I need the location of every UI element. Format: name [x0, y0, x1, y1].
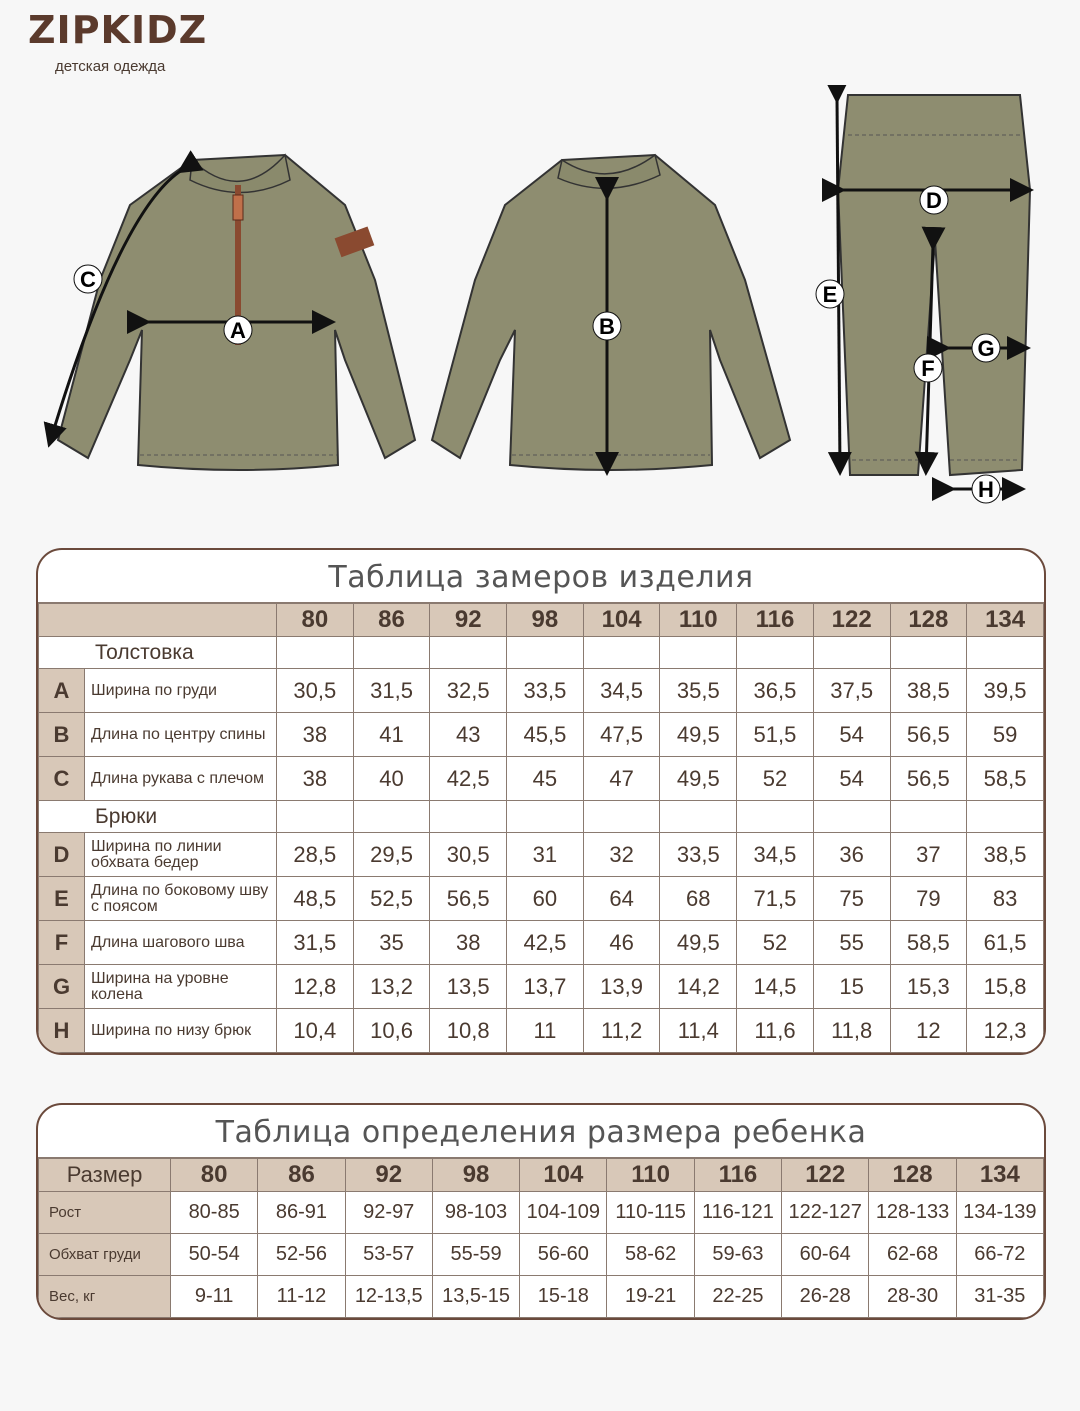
measurement-row [39, 877, 1044, 921]
measurement-value: 41 [353, 713, 430, 757]
child-size-row [39, 1276, 1044, 1318]
measurement-value: 13,7 [507, 965, 584, 1009]
size-header-cell: 110 [607, 1159, 694, 1192]
empty-cell [813, 637, 890, 669]
measurement-value: 55 [813, 921, 890, 965]
measurement-value: 12 [890, 1009, 967, 1053]
measurement-value: 15,8 [967, 965, 1044, 1009]
empty-cell [583, 801, 660, 833]
measurement-value: 11,8 [813, 1009, 890, 1053]
measurement-value: 12,3 [967, 1009, 1044, 1053]
label-a [224, 316, 252, 344]
measurement-row [39, 965, 1044, 1009]
size-header-cell: 116 [694, 1159, 781, 1192]
measurement-value: 45 [507, 757, 584, 801]
label-d [920, 186, 948, 214]
empty-cell [507, 801, 584, 833]
measurement-value: 13,5 [430, 965, 507, 1009]
svg-text:G: G [977, 336, 995, 361]
child-row-value: 19-21 [607, 1276, 694, 1318]
child-row-value: 58-62 [607, 1234, 694, 1276]
measurement-value: 48,5 [277, 877, 354, 921]
size-header-cell: 92 [345, 1159, 432, 1192]
child-row-label: Обхват груди [39, 1234, 171, 1276]
child-row-value: 116-121 [694, 1192, 781, 1234]
size-header-cell: 86 [258, 1159, 345, 1192]
child-row-value: 55-59 [432, 1234, 519, 1276]
measurement-value: 35,5 [660, 669, 737, 713]
child-row-value: 56-60 [520, 1234, 607, 1276]
size-header-cell: 104 [520, 1159, 607, 1192]
measurement-value: 71,5 [737, 877, 814, 921]
measurement-label: Длина шагового шва [85, 921, 277, 965]
measurement-letter: D [39, 833, 85, 877]
measurement-row [39, 713, 1044, 757]
child-size-header-row [39, 1159, 1044, 1192]
svg-text:F: F [921, 356, 935, 381]
size-header-cell: 98 [507, 604, 584, 637]
measurement-row [39, 669, 1044, 713]
measurement-value: 42,5 [430, 757, 507, 801]
size-header-cell: 134 [956, 1159, 1043, 1192]
brand-tagline: детская одежда [55, 58, 166, 75]
measurement-value: 59 [967, 713, 1044, 757]
brand-logo: ZIPKIDZ [28, 8, 208, 52]
measurement-value: 49,5 [660, 713, 737, 757]
child-row-value: 31-35 [956, 1276, 1043, 1318]
measurement-value: 10,6 [353, 1009, 430, 1053]
empty-cell [430, 801, 507, 833]
child-row-value: 9-11 [171, 1276, 258, 1318]
empty-cell [967, 801, 1044, 833]
measurement-value: 10,4 [277, 1009, 354, 1053]
measurement-value: 32 [583, 833, 660, 877]
measurement-label: Длина рукава с плечом [85, 757, 277, 801]
measurement-value: 11,4 [660, 1009, 737, 1053]
measurement-value: 83 [967, 877, 1044, 921]
measurement-value: 15 [813, 965, 890, 1009]
empty-cell [277, 637, 354, 669]
measurement-value: 34,5 [583, 669, 660, 713]
child-row-value: 134-139 [956, 1192, 1043, 1234]
sweatshirt-front [58, 155, 415, 470]
measurement-value: 36,5 [737, 669, 814, 713]
measurement-value: 58,5 [890, 921, 967, 965]
measurement-value: 11,2 [583, 1009, 660, 1053]
measurement-value: 15,3 [890, 965, 967, 1009]
measurement-letter: F [39, 921, 85, 965]
svg-text:H: H [978, 477, 994, 502]
empty-cell [737, 637, 814, 669]
child-row-value: 86-91 [258, 1192, 345, 1234]
measurement-value: 39,5 [967, 669, 1044, 713]
measurement-row [39, 1009, 1044, 1053]
measurement-value: 36 [813, 833, 890, 877]
size-header-cell: 128 [869, 1159, 956, 1192]
measurement-value: 11,6 [737, 1009, 814, 1053]
measurement-value: 45,5 [507, 713, 584, 757]
measurement-value: 43 [430, 713, 507, 757]
label-f [914, 354, 942, 382]
measurement-value: 33,5 [660, 833, 737, 877]
child-row-value: 52-56 [258, 1234, 345, 1276]
child-row-value: 110-115 [607, 1192, 694, 1234]
size-header-cell: 92 [430, 604, 507, 637]
label-g [972, 334, 1000, 362]
measurement-value: 13,2 [353, 965, 430, 1009]
measurement-value: 46 [583, 921, 660, 965]
empty-cell [353, 637, 430, 669]
measurement-label: Длина по центру спины [85, 713, 277, 757]
size-header-cell: 128 [890, 604, 967, 637]
measurement-value: 54 [813, 757, 890, 801]
child-row-value: 28-30 [869, 1276, 956, 1318]
measurement-value: 38 [277, 713, 354, 757]
measurement-value: 30,5 [430, 833, 507, 877]
measurement-label: Ширина по низу брюк [85, 1009, 277, 1053]
size-header-row [39, 604, 1044, 637]
measurement-value: 11 [507, 1009, 584, 1053]
product-table-title: Таблица замеров изделия [38, 550, 1044, 603]
measurement-value: 49,5 [660, 757, 737, 801]
measurement-letter: A [39, 669, 85, 713]
child-row-label: Вес, кг [39, 1276, 171, 1318]
measurement-value: 52 [737, 757, 814, 801]
svg-text:E: E [822, 282, 838, 307]
measurement-value: 56,5 [890, 757, 967, 801]
measurement-value: 35 [353, 921, 430, 965]
child-row-value: 59-63 [694, 1234, 781, 1276]
garment-illustration [0, 85, 1080, 515]
measurement-letter: B [39, 713, 85, 757]
measurement-value: 47,5 [583, 713, 660, 757]
measurement-value: 52,5 [353, 877, 430, 921]
size-header-cell: 134 [967, 604, 1044, 637]
measurement-value: 49,5 [660, 921, 737, 965]
child-row-value: 128-133 [869, 1192, 956, 1234]
measurement-row [39, 921, 1044, 965]
measurement-letter: H [39, 1009, 85, 1053]
measurement-value: 60 [507, 877, 584, 921]
size-header-cell: 122 [813, 604, 890, 637]
measurement-value: 33,5 [507, 669, 584, 713]
measurement-value: 14,2 [660, 965, 737, 1009]
size-header-cell: 86 [353, 604, 430, 637]
empty-cell [660, 801, 737, 833]
measurement-value: 61,5 [967, 921, 1044, 965]
product-measurements-table [36, 548, 1046, 1055]
measurement-letter: C [39, 757, 85, 801]
measurement-value: 52 [737, 921, 814, 965]
section-name: Брюки [39, 801, 277, 833]
child-row-value: 22-25 [694, 1276, 781, 1318]
label-h [972, 475, 1000, 503]
measurement-value: 13,9 [583, 965, 660, 1009]
child-row-value: 53-57 [345, 1234, 432, 1276]
measurement-value: 31,5 [277, 921, 354, 965]
measurement-value: 37 [890, 833, 967, 877]
empty-cell [660, 637, 737, 669]
child-row-value: 66-72 [956, 1234, 1043, 1276]
empty-cell [967, 637, 1044, 669]
measurement-value: 58,5 [967, 757, 1044, 801]
measurement-value: 40 [353, 757, 430, 801]
child-row-value: 11-12 [258, 1276, 345, 1318]
measurement-value: 38,5 [967, 833, 1044, 877]
label-e [816, 280, 844, 308]
size-header-cell: 104 [583, 604, 660, 637]
child-size-table [36, 1103, 1046, 1320]
svg-text:D: D [926, 188, 942, 213]
child-row-value: 104-109 [520, 1192, 607, 1234]
pants [838, 95, 1030, 475]
child-row-value: 50-54 [171, 1234, 258, 1276]
svg-text:A: A [230, 318, 246, 343]
measurement-value: 10,8 [430, 1009, 507, 1053]
empty-cell [813, 801, 890, 833]
child-row-value: 92-97 [345, 1192, 432, 1234]
child-row-value: 13,5-15 [432, 1276, 519, 1318]
measurement-value: 12,8 [277, 965, 354, 1009]
measurement-value: 79 [890, 877, 967, 921]
child-table-title: Таблица определения размера ребенка [38, 1105, 1044, 1158]
empty-cell [353, 801, 430, 833]
measurement-row [39, 757, 1044, 801]
measurement-label: Длина по боковому шву с поясом [85, 877, 277, 921]
child-row-value: 80-85 [171, 1192, 258, 1234]
child-row-value: 60-64 [782, 1234, 869, 1276]
measurement-letter: G [39, 965, 85, 1009]
measurement-value: 38 [277, 757, 354, 801]
measurement-value: 42,5 [507, 921, 584, 965]
svg-text:C: C [80, 267, 96, 292]
empty-cell [890, 801, 967, 833]
size-header-cell: 80 [171, 1159, 258, 1192]
measurement-value: 56,5 [890, 713, 967, 757]
size-header-cell: 110 [660, 604, 737, 637]
child-size-row [39, 1192, 1044, 1234]
size-header-cell: 122 [782, 1159, 869, 1192]
measurement-value: 34,5 [737, 833, 814, 877]
empty-cell [583, 637, 660, 669]
measurement-value: 31 [507, 833, 584, 877]
measurement-value: 75 [813, 877, 890, 921]
measurement-value: 30,5 [277, 669, 354, 713]
child-row-value: 98-103 [432, 1192, 519, 1234]
child-row-value: 26-28 [782, 1276, 869, 1318]
size-header-cell: 80 [277, 604, 354, 637]
label-c [74, 265, 102, 293]
child-row-value: 62-68 [869, 1234, 956, 1276]
measurement-value: 38,5 [890, 669, 967, 713]
empty-cell [277, 801, 354, 833]
measurement-row [39, 833, 1044, 877]
size-header-cell: 98 [432, 1159, 519, 1192]
child-size-row [39, 1234, 1044, 1276]
measurement-value: 14,5 [737, 965, 814, 1009]
label-b [593, 312, 621, 340]
empty-cell [507, 637, 584, 669]
measurement-value: 56,5 [430, 877, 507, 921]
empty-cell [430, 637, 507, 669]
measurement-label: Ширина по линии обхвата бедер [85, 833, 277, 877]
measurement-value: 32,5 [430, 669, 507, 713]
section-row [39, 637, 1044, 669]
empty-cell [737, 801, 814, 833]
measurement-label: Ширина на уровне колена [85, 965, 277, 1009]
section-name: Толстовка [39, 637, 277, 669]
measurement-value: 29,5 [353, 833, 430, 877]
measurement-value: 28,5 [277, 833, 354, 877]
measurement-value: 51,5 [737, 713, 814, 757]
empty-cell [890, 637, 967, 669]
child-row-value: 122-127 [782, 1192, 869, 1234]
header-empty-cell [39, 604, 277, 637]
child-row-label: Рост [39, 1192, 171, 1234]
measurement-label: Ширина по груди [85, 669, 277, 713]
size-header-label: Размер [39, 1159, 171, 1192]
measurement-value: 37,5 [813, 669, 890, 713]
section-row [39, 801, 1044, 833]
size-header-cell: 116 [737, 604, 814, 637]
measurement-value: 54 [813, 713, 890, 757]
child-row-value: 12-13,5 [345, 1276, 432, 1318]
measurement-letter: E [39, 877, 85, 921]
child-row-value: 15-18 [520, 1276, 607, 1318]
measurement-value: 47 [583, 757, 660, 801]
measurement-value: 38 [430, 921, 507, 965]
measurement-value: 31,5 [353, 669, 430, 713]
measurement-value: 64 [583, 877, 660, 921]
svg-text:B: B [599, 314, 615, 339]
measurement-value: 68 [660, 877, 737, 921]
